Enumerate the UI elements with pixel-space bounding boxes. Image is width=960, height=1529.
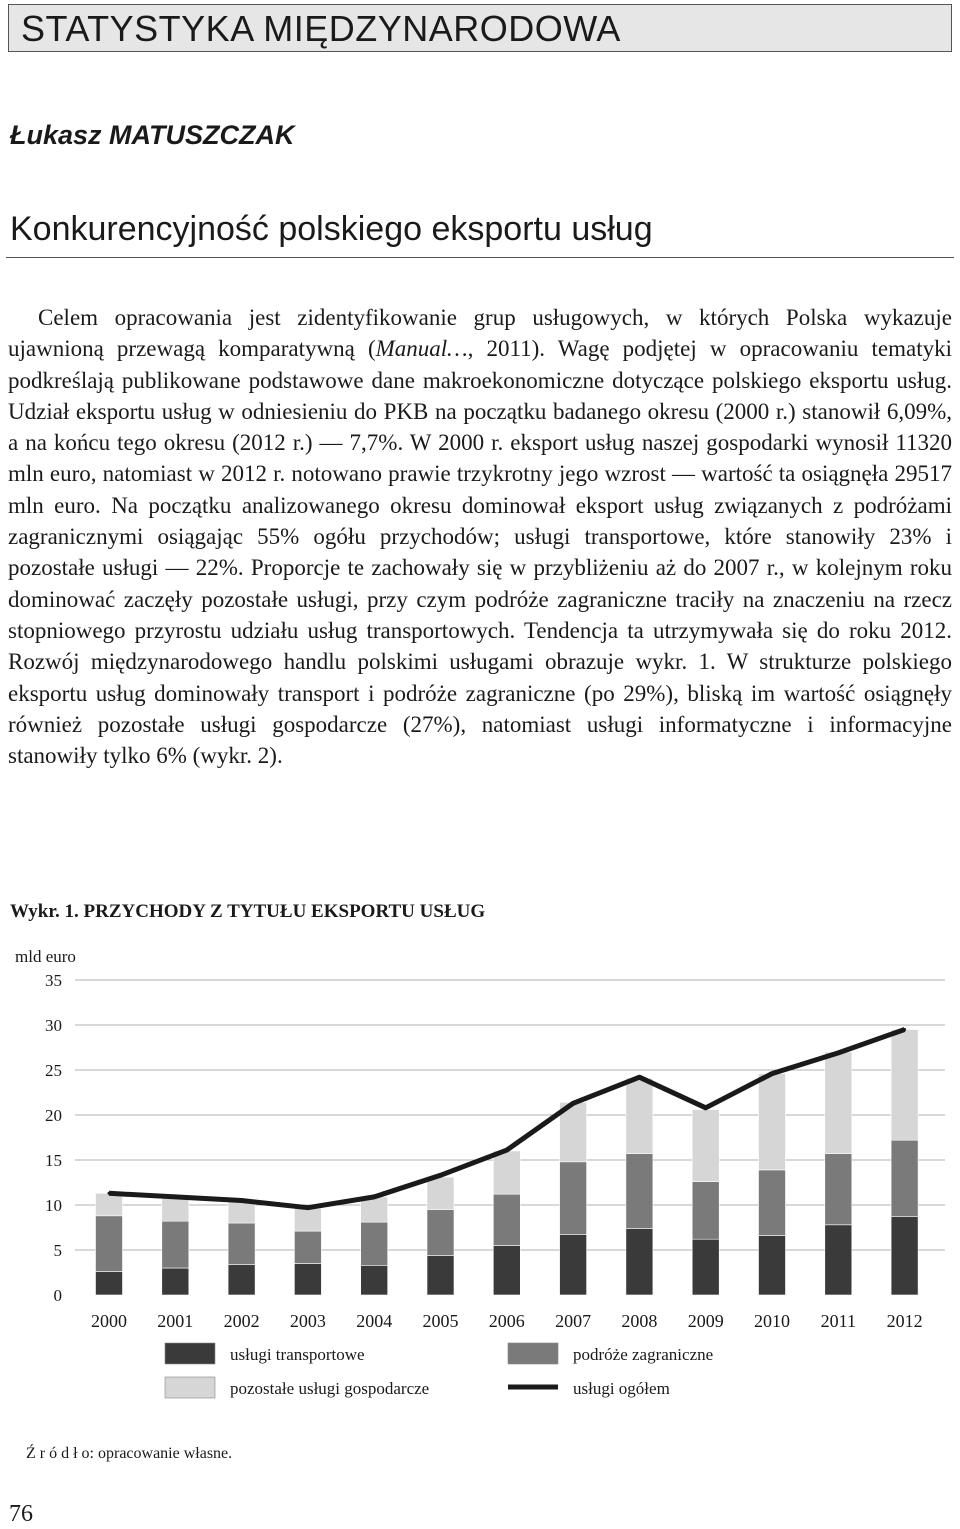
total-point-2002 <box>240 1199 243 1202</box>
bar-2009-series-1 <box>692 1182 719 1240</box>
bar-2008-series-1 <box>626 1154 653 1229</box>
y-tick-label-25: 25 <box>45 1061 62 1080</box>
stacked-bars <box>96 1030 919 1296</box>
total-point-2009 <box>704 1106 707 1109</box>
reference-italic: Manual… <box>375 336 468 362</box>
bar-2001-series-0 <box>162 1268 189 1295</box>
bar-2011-series-1 <box>825 1154 852 1225</box>
bar-2006-series-1 <box>493 1194 520 1245</box>
legend-swatch-0 <box>165 1343 215 1364</box>
bar-2007-series-0 <box>560 1235 587 1295</box>
x-tick-label-2000: 2000 <box>91 1311 127 1331</box>
bar-2002-series-1 <box>228 1223 255 1264</box>
x-tick-label-2012: 2012 <box>886 1311 923 1331</box>
article-body <box>8 302 952 771</box>
bar-2006-series-0 <box>493 1246 520 1296</box>
author-name: Łukasz MATUSZCZAK <box>10 120 295 150</box>
x-tick-label-2010: 2010 <box>754 1311 790 1331</box>
x-tick-label-2006: 2006 <box>488 1311 525 1331</box>
figure-source: Ź r ó d ł o: opracowanie własne. <box>26 1445 233 1462</box>
bar-2007-series-1 <box>560 1162 587 1235</box>
legend-label-1: podróże zagraniczne <box>573 1345 714 1364</box>
x-tick-label-2008: 2008 <box>621 1311 658 1331</box>
legend-label-0: usługi transportowe <box>230 1345 365 1364</box>
bar-2012-series-1 <box>891 1140 918 1217</box>
y-tick-label-5: 5 <box>53 1241 62 1260</box>
total-point-2007 <box>572 1102 575 1105</box>
body-text-start: Celem opracowania jest zidentyfikowanie grup usługowych, w których Polska wykazuje ujawnioną przewagą komparatywną ( <box>8 305 952 362</box>
bar-2008-series-0 <box>626 1228 653 1295</box>
x-tick-labels <box>91 1311 923 1331</box>
total-point-2003 <box>306 1206 309 1209</box>
bar-2011-series-2 <box>825 1052 852 1154</box>
total-point-2001 <box>174 1195 177 1198</box>
bar-2005-series-2 <box>427 1177 454 1209</box>
bar-2001-series-1 <box>162 1221 189 1268</box>
title-divider <box>6 257 954 258</box>
bar-2009-series-2 <box>692 1110 719 1182</box>
x-tick-label-2005: 2005 <box>422 1311 459 1331</box>
x-tick-label-2009: 2009 <box>687 1311 724 1331</box>
y-tick-label-0: 0 <box>53 1286 62 1305</box>
bar-2010-series-1 <box>759 1170 786 1236</box>
y-tick-label-35: 35 <box>45 971 62 990</box>
bar-2002-series-0 <box>228 1264 255 1295</box>
bar-2000-series-0 <box>96 1272 123 1295</box>
legend-swatch-2 <box>165 1377 215 1398</box>
bar-2005-series-0 <box>427 1255 454 1295</box>
article-title: Konkurencyjność polskiego eksportu usług <box>10 210 653 248</box>
bar-2003-series-1 <box>294 1231 321 1263</box>
x-tick-label-2003: 2003 <box>289 1311 326 1331</box>
y-tick-labels <box>45 971 62 1305</box>
total-point-2006 <box>505 1149 508 1152</box>
y-tick-label-10: 10 <box>45 1196 62 1215</box>
bar-2003-series-2 <box>294 1209 321 1232</box>
bar-2005-series-1 <box>427 1210 454 1256</box>
bar-2000-series-2 <box>96 1193 123 1216</box>
x-tick-label-2007: 2007 <box>555 1311 592 1331</box>
legend-label-2: pozostałe usługi gospodarcze <box>230 1379 430 1398</box>
total-point-2005 <box>439 1174 442 1177</box>
page-number: 76 <box>9 1501 33 1527</box>
bar-2004-series-0 <box>361 1265 388 1295</box>
bar-2004-series-1 <box>361 1222 388 1265</box>
total-point-2008 <box>638 1076 641 1079</box>
figure-caption: Wykr. 1. PRZYCHODY Z TYTUŁU EKSPORTU USŁUG <box>10 901 486 922</box>
bar-2001-series-2 <box>162 1199 189 1222</box>
bar-2003-series-0 <box>294 1264 321 1296</box>
y-tick-label-30: 30 <box>45 1016 62 1035</box>
bar-2010-series-0 <box>759 1236 786 1295</box>
total-point-2012 <box>903 1028 906 1031</box>
total-point-2011 <box>837 1051 840 1054</box>
bar-2011-series-0 <box>825 1225 852 1295</box>
legend-swatch-1 <box>508 1343 558 1364</box>
bar-2012-series-0 <box>891 1217 918 1295</box>
legend-label-3: usługi ogółem <box>573 1379 670 1398</box>
bar-2002-series-2 <box>228 1201 255 1223</box>
total-point-2000 <box>108 1192 111 1195</box>
bar-2009-series-0 <box>692 1239 719 1295</box>
section-title: STATYSTYKA MIĘDZYNARODOWA <box>21 8 621 49</box>
bar-2010-series-2 <box>759 1074 786 1170</box>
y-tick-label-15: 15 <box>45 1151 62 1170</box>
total-point-2010 <box>771 1072 774 1075</box>
chart-legend <box>165 1343 713 1398</box>
bar-2000-series-1 <box>96 1216 123 1272</box>
bar-2012-series-2 <box>891 1030 918 1141</box>
bar-2006-series-2 <box>493 1151 520 1194</box>
export-services-chart <box>0 935 960 1425</box>
x-tick-label-2001: 2001 <box>157 1311 194 1331</box>
x-tick-label-2011: 2011 <box>820 1311 856 1331</box>
section-header-bar <box>8 4 952 52</box>
bar-2008-series-2 <box>626 1078 653 1154</box>
y-axis-label: mld euro <box>15 947 76 966</box>
x-tick-label-2004: 2004 <box>356 1311 393 1331</box>
body-text-rest: , 2011). Wagę podjętej w opracowaniu tematyki podkreślają publikowane podstawowe dane makroekonomiczne dotyczące polskiego eksportu usług. Udział eksportu usług w odniesieniu do PKB na początku badanego okresu (2000 r.) stanowił 6,09%, a na końcu tego okresu (2012 r.) — 7,7%. W 2000 r. eksport usług naszej gospodarki wynosił 11320 mln euro, natomiast w 2012 r. notowano prawie trzykrotny jego wzrost — wartość ta osiągnęła 29517 mln euro. Na początku analizowanego okresu dominował eksport usług związanych z podróżami zagranicznymi osiągając 55% ogółu przychodów; usługi transportowe, które stanowiły 23% i pozostałe usługi — 22%. Proporcje te zachowały się w przybliżeniu aż do 2007 r., w kolejnym roku dominować zaczęły pozostałe usługi, przy czym podróże zagraniczne traciły na znaczeniu na rzecz stopniowego przyrostu udziału usług transportowych. Tendencja ta utrzymywała się do roku 2012. Rozwój międzynarodowego handlu polskimi usługami obrazuje wykr. 1. W strukturze polskiego eksportu usług dominowały transport i podróże zagraniczne (po 29%), bliską im wartość osiągnęły również pozostałe usługi gospodarcze (27%), natomiast usługi informatyczne i informacyjne stanowiły tylko 6% (wykr. 2). <box>8 336 952 769</box>
y-tick-label-20: 20 <box>45 1106 62 1125</box>
x-tick-label-2002: 2002 <box>223 1311 260 1331</box>
total-point-2004 <box>373 1195 376 1198</box>
